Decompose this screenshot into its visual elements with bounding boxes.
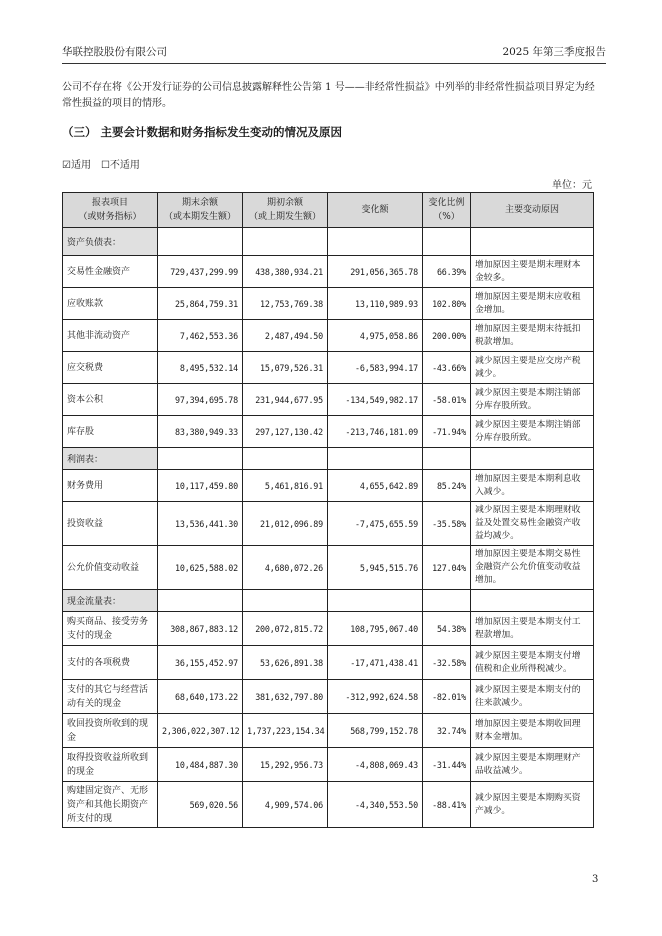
page-number: 3 [592,874,599,885]
cell-begin: 4,680,072.26 [243,546,328,590]
company-name: 华联控股股份有限公司 [62,46,167,58]
cell-change: -17,471,438.41 [328,646,423,680]
group-blank-cell [471,590,594,612]
cell-end: 36,155,452.97 [158,646,243,680]
group-blank-cell [423,228,471,256]
cell-ratio: 85.24% [423,470,471,502]
cell-reason: 减少原因主要是本期注销部分库存股所致。 [471,416,594,448]
table-row [63,320,594,352]
cell-ratio: 127.04% [423,546,471,590]
table-row [63,782,594,828]
applicable-checked: ☑适用 [62,160,91,171]
cell-change: -4,340,553.50 [328,782,423,828]
cell-ratio: 54.38% [423,612,471,646]
cell-ratio: -43.66% [423,352,471,384]
cell-item: 购建固定资产、无形资产和其他长期资产所支付的现 [63,782,158,828]
cell-begin: 21,012,096.89 [243,502,328,546]
cell-ratio: -32.58% [423,646,471,680]
group-blank-cell [243,448,328,470]
cell-begin: 200,072,815.72 [243,612,328,646]
cell-end: 97,394,695.78 [158,384,243,416]
cell-end: 25,864,759.31 [158,288,243,320]
cell-item: 收回投资所收到的现金 [63,714,158,748]
group-blank-cell [243,228,328,256]
table-row [63,612,594,646]
header-ratio: 变化比例 （%） [423,193,471,228]
cell-reason: 减少原因主要是本期理财收益及处置交易性金融资产收益均减少。 [471,502,594,546]
cell-change: 4,975,058.86 [328,320,423,352]
group-blank-cell [243,590,328,612]
intro-paragraph: 公司不存在将《公开发行证券的公司信息披露解释性公告第 1 号——非经常性损益》中列举的非经常性损益项目界定为经常性损益的项目的情形。 [62,82,595,109]
cell-item: 其他非流动资产 [63,320,158,352]
cell-end: 83,380,949.33 [158,416,243,448]
cell-begin: 438,380,934.21 [243,256,328,288]
unit-label: 单位：元 [552,180,592,191]
group-blank-cell [328,448,423,470]
cell-item: 应交税费 [63,352,158,384]
cell-begin: 231,944,677.95 [243,384,328,416]
cell-change: 291,056,365.78 [328,256,423,288]
cell-begin: 15,292,956.73 [243,748,328,782]
header-reason: 主要变动原因 [471,193,594,228]
cell-reason: 增加原因主要是本期利息收入减少。 [471,470,594,502]
cell-change: 108,795,067.40 [328,612,423,646]
cell-end: 569,020.56 [158,782,243,828]
cell-ratio: -71.94% [423,416,471,448]
cell-item: 支付的各项税费 [63,646,158,680]
cell-begin: 15,079,526.31 [243,352,328,384]
cell-item: 投资收益 [63,502,158,546]
cell-reason: 增加原因主要是本期交易性金融资产公允价值变动收益增加。 [471,546,594,590]
not-applicable-unchecked: ☐不适用 [100,160,140,171]
cell-change: -4,808,069.43 [328,748,423,782]
cell-item: 取得投资收益所收到的现金 [63,748,158,782]
cell-end: 7,462,553.36 [158,320,243,352]
header-item: 报表项目 （或财务指标） [63,193,158,228]
group-row-balance [63,228,594,256]
group-label: 利润表： [63,448,158,470]
cell-change: 13,110,989.93 [328,288,423,320]
cell-begin: 5,461,816.91 [243,470,328,502]
cell-reason: 减少原因主要是本期注销部分库存股所致。 [471,384,594,416]
cell-end: 308,867,883.12 [158,612,243,646]
cell-item: 支付的其它与经营活动有关的现金 [63,680,158,714]
cell-ratio: -35.58% [423,502,471,546]
cell-reason: 增加原因主要是期末待抵扣税款增加。 [471,320,594,352]
cell-ratio: 66.39% [423,256,471,288]
applicable-options [62,156,140,171]
table-row [63,384,594,416]
group-row-cash [63,590,594,612]
table-row [63,352,594,384]
cell-change: -7,475,655.59 [328,502,423,546]
header-end-balance: 期末余额 （或本期发生额） [158,193,243,228]
cell-reason: 增加原因主要是期末理财本金较多。 [471,256,594,288]
cell-begin: 2,487,494.50 [243,320,328,352]
cell-change: -312,992,624.58 [328,680,423,714]
table-row [63,470,594,502]
table-row [63,680,594,714]
table-row [63,502,594,546]
cell-end: 8,495,532.14 [158,352,243,384]
cell-reason: 减少原因主要是本期购买资产减少。 [471,782,594,828]
cell-reason: 减少原因主要是本期支付的往来款减少。 [471,680,594,714]
financial-changes-table [62,192,594,828]
table-row [63,416,594,448]
cell-item: 购买商品、接受劳务支付的现金 [63,612,158,646]
cell-ratio: -58.01% [423,384,471,416]
table-row [63,646,594,680]
group-blank-cell [158,590,243,612]
cell-ratio: 200.00% [423,320,471,352]
cell-item: 公允价值变动收益 [63,546,158,590]
group-blank-cell [158,448,243,470]
cell-reason: 减少原因主要是本期支付增值税和企业所得税减少。 [471,646,594,680]
cell-end: 10,625,588.02 [158,546,243,590]
group-blank-cell [471,228,594,256]
cell-reason: 减少原因主要是本期理财产品收益减少。 [471,748,594,782]
group-label: 资产负债表： [63,228,158,256]
table-row [63,256,594,288]
cell-end: 10,484,887.30 [158,748,243,782]
table-header-row [63,193,594,228]
cell-reason: 增加原因主要是期末应收租金增加。 [471,288,594,320]
cell-end: 68,640,173.22 [158,680,243,714]
table-row [63,748,594,782]
group-blank-cell [471,448,594,470]
group-blank-cell [423,590,471,612]
cell-reason: 减少原因主要是应交房产税减少。 [471,352,594,384]
cell-end: 729,437,299.99 [158,256,243,288]
cell-item: 资本公积 [63,384,158,416]
cell-item: 交易性金融资产 [63,256,158,288]
table-row [63,714,594,748]
section-title: （三） 主要会计数据和财务指标发生变动的情况及原因 [62,125,343,139]
cell-change: 4,655,642.89 [328,470,423,502]
cell-change: -213,746,181.09 [328,416,423,448]
table-row [63,288,594,320]
cell-end: 13,536,441.30 [158,502,243,546]
cell-item: 库存股 [63,416,158,448]
group-row-income [63,448,594,470]
cell-ratio: 32.74% [423,714,471,748]
cell-change: 5,945,515.76 [328,546,423,590]
cell-ratio: -82.01% [423,680,471,714]
report-title: 2025 年第三季度报告 [502,46,606,58]
cell-begin: 53,626,891.38 [243,646,328,680]
cell-reason: 增加原因主要是本期支付工程款增加。 [471,612,594,646]
cell-begin: 381,632,797.80 [243,680,328,714]
header-change: 变化额 [328,193,423,228]
group-blank-cell [423,448,471,470]
cell-item: 财务费用 [63,470,158,502]
group-blank-cell [158,228,243,256]
cell-begin: 4,909,574.06 [243,782,328,828]
cell-item: 应收账款 [63,288,158,320]
page-header [62,44,606,64]
cell-change: -6,583,994.17 [328,352,423,384]
header-begin-balance: 期初余额 （或上期发生额） [243,193,328,228]
group-blank-cell [328,228,423,256]
cell-end: 10,117,459.80 [158,470,243,502]
cell-end: 2,306,022,307.12 [158,714,243,748]
cell-begin: 1,737,223,154.34 [243,714,328,748]
cell-change: -134,549,982.17 [328,384,423,416]
group-label: 现金流量表： [63,590,158,612]
cell-begin: 297,127,130.42 [243,416,328,448]
cell-begin: 12,753,769.38 [243,288,328,320]
cell-ratio: -31.44% [423,748,471,782]
group-blank-cell [328,590,423,612]
table-row [63,546,594,590]
cell-ratio: 102.80% [423,288,471,320]
cell-ratio: -88.41% [423,782,471,828]
cell-reason: 增加原因主要是本期收回理财本金增加。 [471,714,594,748]
cell-change: 568,799,152.78 [328,714,423,748]
